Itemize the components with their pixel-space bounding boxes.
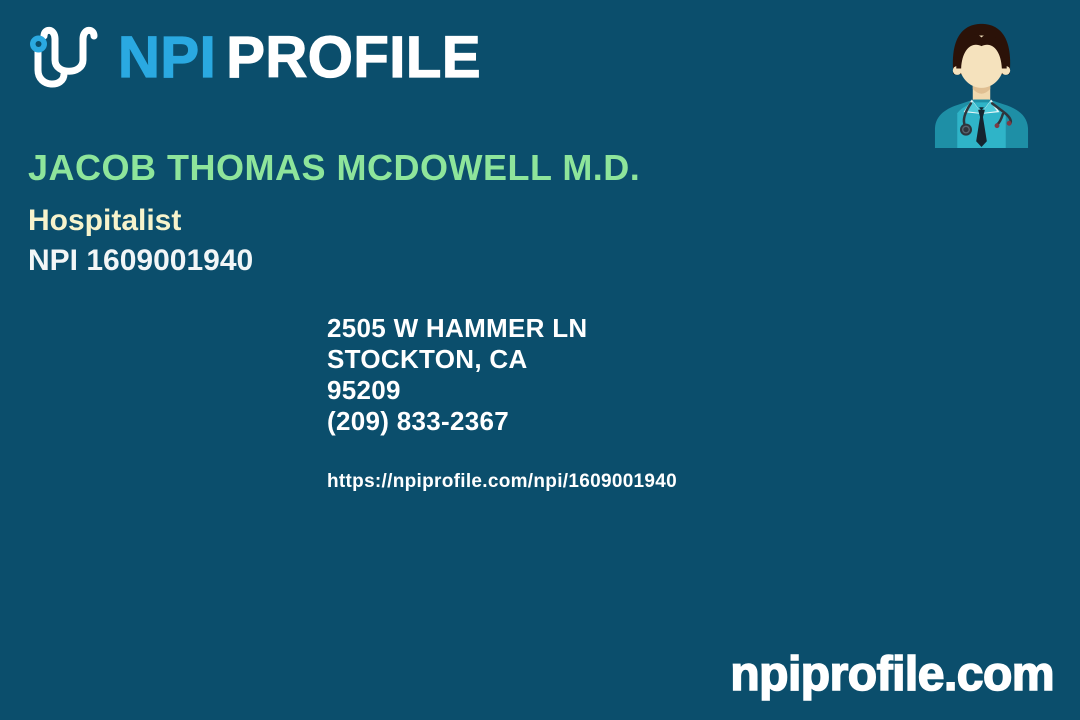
logo-text-profile: PROFILE [226,25,482,90]
provider-npi-number: NPI 1609001940 [28,244,254,277]
site-name: npiprofile.com [730,648,1054,701]
address-line-zip: 95209 [327,375,401,405]
address-line-street: 2505 W HAMMER LN [327,313,588,343]
logo [28,12,481,104]
doctor-avatar [933,20,1030,148]
profile-url: https://npiprofile.com/npi/1609001940 [327,471,678,492]
stethoscope-icon [28,12,112,104]
provider-name: JACOB THOMAS MCDOWELL M.D. [28,147,641,188]
address-line-city-state: STOCKTON, CA [327,344,528,374]
provider-specialty: Hospitalist [28,204,182,237]
logo-text [118,12,481,104]
phone-number: (209) 833-2367 [327,406,509,436]
address-block [327,313,588,437]
logo-text-npi: NPI [118,25,217,90]
